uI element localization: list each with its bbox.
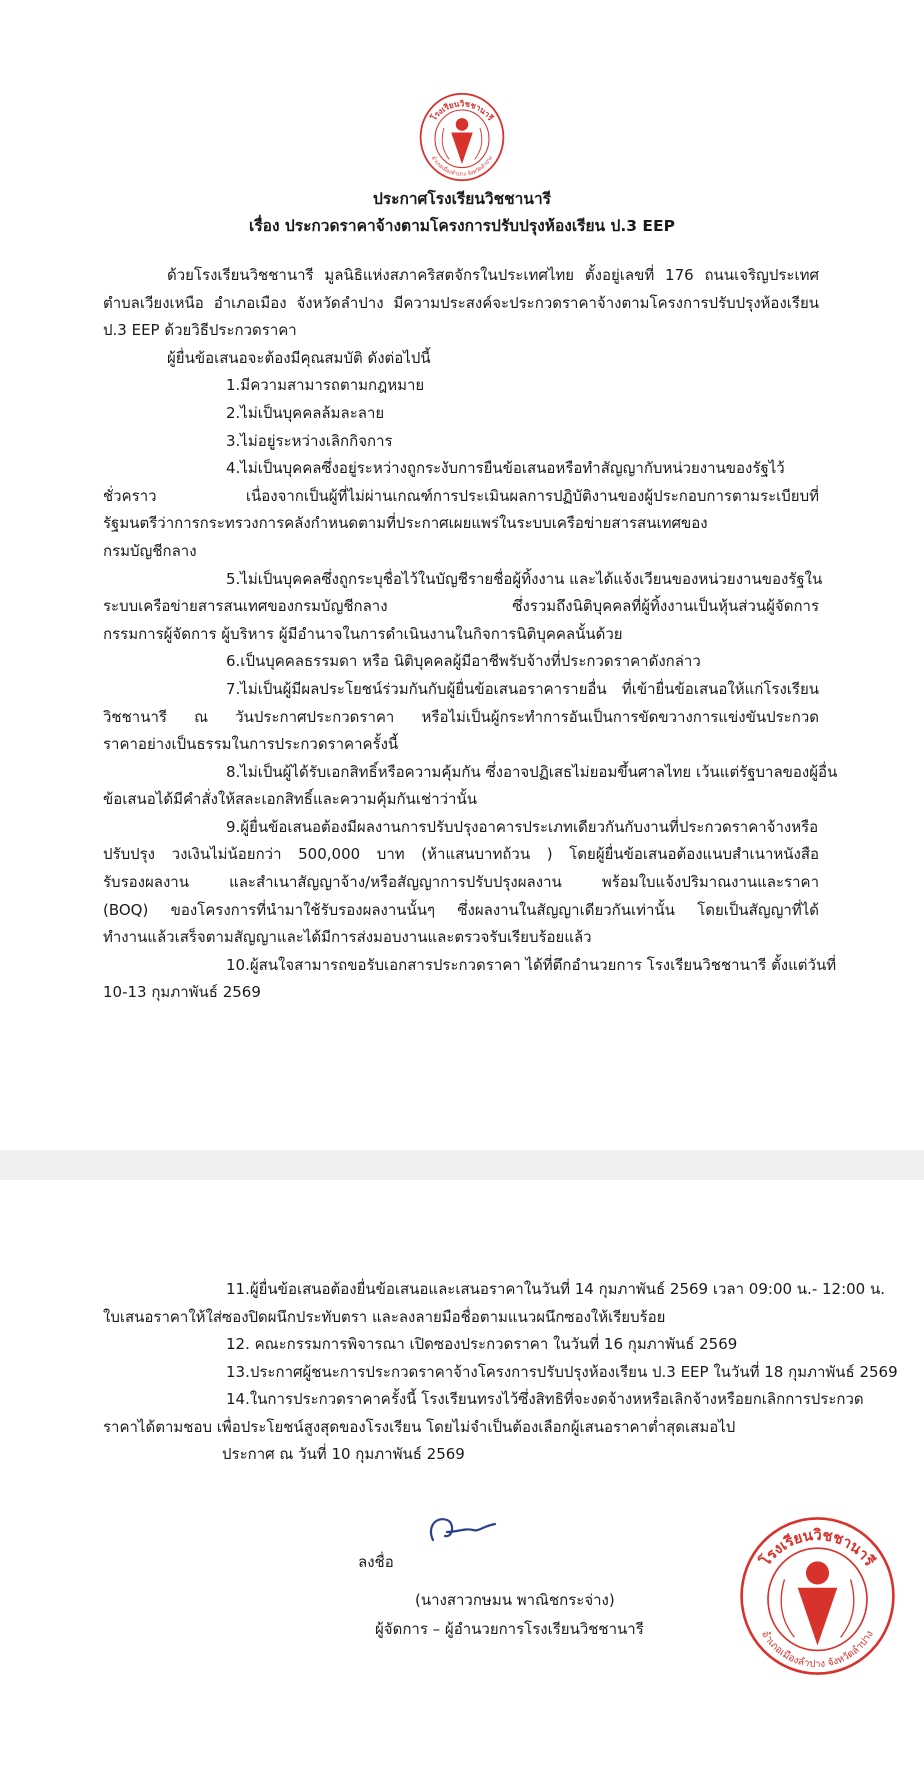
paragraph: [103, 372, 819, 400]
text-line: กรมบัญชีกลาง: [103, 541, 197, 560]
text-line: ชั่วคราว เนื่องจากเป็นผู้ที่ไม่ผ่านเกณฑ์การประเมินผลการปฏิบัติงานของผู้ประกอบการตามระเบียบที่: [103, 486, 819, 505]
text-line: รัฐมนตรีว่าการกระทรวงการคลังกำหนดตามที่ประกาศเผยแพร่ในระบบเครือข่ายสารสนเทศของ: [103, 514, 708, 533]
seal-text-top: โรงเรียนวิชชานารี: [428, 98, 496, 123]
paragraph: [103, 455, 819, 565]
text-line: 13.ประกาศผู้ชนะการประกวดราคาจ้างโครงการปรับปรุงห้องเรียน ป.3 EEP ในวันที่ 18 กุมภาพันธ์ 2569: [226, 1362, 898, 1381]
paragraph: [103, 759, 838, 814]
text-line: 7.ไม่เป็นผู้มีผลประโยชน์ร่วมกันกับผู้ยื่นข้อเสนอราคารายอื่น ที่เข้ายื่นข้อเสนอให้แก่โรงเรียน: [226, 679, 819, 698]
text-line: ปรับปรุง วงเงินไม่น้อยกว่า 500,000 บาท (ห้าแสนบาทถ้วน ) โดยผู้ยื่นข้อเสนอต้องแนบสำเนาหนังสือ: [103, 845, 819, 864]
document-page-2: [0, 1180, 924, 1772]
paragraph: [103, 648, 819, 676]
paragraph: [103, 428, 819, 456]
signer-name: (นางสาวกษมน พาณิชกระจ่าง): [415, 1591, 615, 1609]
paragraph: [103, 1359, 898, 1387]
text-line: 11.ผู้ยื่นข้อเสนอต้องยื่นข้อเสนอและเสนอราคาในวันที่ 14 กุมภาพันธ์ 2569 เวลา 09:00 น.- 12:00 น.: [226, 1280, 886, 1298]
text-line: ข้อเสนอได้มีคำสั่งให้สละเอกสิทธิ์และความคุ้มกันเช่าว่านั้น: [103, 790, 477, 809]
paragraph: [103, 566, 823, 649]
seal-text-bottom: อำเภอเมืองลำปาง จังหวัดลำปาง: [429, 155, 495, 178]
stamp-text-bottom: อำเภอเมืองลำปาง จังหวัดลำปาง: [759, 1628, 876, 1670]
text-line: ด้วยโรงเรียนวิชชานารี มูลนิธิแห่งสภาคริสตจักรในประเทศไทย ตั้งอยู่เลขที่ 176 ถนนเจริญประเทศ: [167, 266, 819, 284]
text-line: 3.ไม่อยู่ระหว่างเลิกกิจการ: [226, 431, 393, 450]
subject-line: เรื่อง ประกวดราคาจ้างตามโครงการปรับปรุงห้องเรียน ป.3 EEP: [249, 217, 675, 235]
paragraph: [103, 400, 819, 428]
announcement-body: [103, 262, 838, 1007]
text-line: 10.ผู้สนใจสามารถขอรับเอกสารประกวดราคา ได้ที่ตึกอำนวยการ โรงเรียนวิชชานารี ตั้งแต่วันที่: [226, 955, 837, 974]
paragraph: [103, 1276, 886, 1331]
page-title: ประกาศโรงเรียนวิชชานารี: [372, 190, 551, 208]
stamp-text-top: โรงเรียนวิชชานารี: [756, 1525, 879, 1570]
text-line: กรรมการผู้จัดการ ผู้บริหาร ผู้มีอำนาจในการดำเนินงานในกิจการนิติบุคคลนั้นด้วย: [103, 624, 623, 643]
paragraph: [103, 1386, 864, 1441]
text-line: วิชชานารี ณ วันประกาศประกวดราคา หรือไม่เป็นผู้กระทำการอันเป็นการขัดขวางการแข่งขันประกวด: [103, 707, 819, 726]
page-separator: [0, 1150, 924, 1180]
text-line: 8.ไม่เป็นผู้ได้รับเอกสิทธิ์หรือความคุ้มกัน ซึ่งอาจปฏิเสธไม่ยอมขึ้นศาลไทย เว้นแต่รัฐบาลของผู้อื่น: [226, 762, 838, 781]
text-line: 10-13 กุมภาพันธ์ 2569: [103, 983, 261, 1002]
text-line: 14.ในการประกวดราคาครั้งนี้ โรงเรียนทรงไว้ซึ่งสิทธิที่จะงดจ้างหหรือเลิกจ้างหรือยกเลิกการประกวด: [226, 1390, 864, 1409]
signature: [425, 1510, 500, 1550]
text-line: 4.ไม่เป็นบุคคลซึ่งอยู่ระหว่างถูกระงับการยืนข้อเสนอหรือทำสัญญากับหน่วยงานของรัฐไว้: [226, 459, 785, 478]
announce-date: ประกาศ ณ วันที่ 10 กุมภาพันธ์ 2569: [222, 1445, 465, 1463]
text-line: 5.ไม่เป็นบุคคลซึ่งถูกระบุชื่อไว้ในบัญชีรายชื่อผู้ทิ้งงาน และได้แจ้งเวียนของหน่วยงานของรัฐใน: [226, 569, 823, 588]
text-line: 6.เป็นบุคคลธรรมดา หรือ นิติบุคคลผู้มีอาชีพรับจ้างที่ประกวดราคาดังกล่าว: [226, 652, 701, 671]
school-seal-logo: [417, 92, 507, 182]
text-line: (BOQ) ของโครงการที่นำมาใช้รับรองผลงานนั้นๆ ซึ่งผลงานในสัญญาเดียวกันเท่านั้น โดยเป็นสัญญาที่ได้: [103, 900, 819, 919]
paragraph: [103, 262, 819, 345]
text-line: ผู้ยื่นข้อเสนอจะต้องมีคุณสมบัติ ดังต่อไปนี้: [167, 348, 431, 367]
paragraph: [103, 345, 819, 373]
signer-title: ผู้จัดการ – ผู้อำนวยการโรงเรียนวิชชานารี: [375, 1620, 644, 1638]
text-line: ใบเสนอราคาให้ใส่ซองปิดผนึกประทับตรา และลงลายมือชื่อตามแนวผนึกซองให้เรียบร้อย: [103, 1307, 666, 1326]
school-seal-stamp: [735, 1510, 900, 1682]
paragraph: [103, 1331, 819, 1359]
announcement-body-continued: [103, 1276, 898, 1442]
paragraph: [103, 952, 837, 1007]
text-line: ราคาอย่างเป็นธรรมในการประกวดราคาครั้งนี้: [103, 735, 399, 754]
text-line: ราคาได้ตามชอบ เพื่อประโยชน์สูงสุดของโรงเรียน โดยไม่จำเป็นต้องเลือกผู้เสนอราคาต่ำสุดเสมอไป: [103, 1417, 736, 1436]
text-line: ป.3 EEP ด้วยวิธีประกวดราคา: [103, 321, 297, 340]
sign-label: ลงชื่อ: [358, 1553, 394, 1571]
paragraph: [103, 676, 819, 759]
text-line: 12. คณะกรรมการพิจารณา เปิดซองประกวดราคา ในวันที่ 16 กุมภาพันธ์ 2569: [226, 1335, 738, 1354]
text-line: 1.มีความสามารถตามกฎหมาย: [226, 376, 425, 395]
text-line: ทำงานแล้วเสร็จตามสัญญาและได้มีการส่งมอบงานและตรวจรับเรียบร้อยแล้ว: [103, 928, 592, 947]
text-line: รับรองผลงาน และสำเนาสัญญาจ้าง/หรือสัญญาการปรับปรุงผลงาน พร้อมใบแจ้งปริมาณงานและราคา: [103, 873, 819, 892]
text-line: 2.ไม่เป็นบุคคลล้มละลาย: [226, 403, 385, 422]
paragraph: [103, 814, 819, 952]
text-line: 9.ผู้ยื่นข้อเสนอต้องมีผลงานการปรับปรุงอาคารประเภทเดียวกันกับงานที่ประกวดราคาจ้างหรือ: [226, 817, 819, 836]
text-line: ตำบลเวียงเหนือ อำเภอเมือง จังหวัดลำปาง มีความประสงค์จะประกวดราคาจ้างตามโครงการปรับปรุงห้องเรียน: [103, 293, 819, 312]
text-line: ระบบเครือข่ายสารสนเทศของกรมบัญชีกลาง ซึ่งรวมถึงนิติบุคคลที่ผู้ทิ้งงานเป็นหุ้นส่วนผู้จัดการ: [103, 597, 819, 616]
